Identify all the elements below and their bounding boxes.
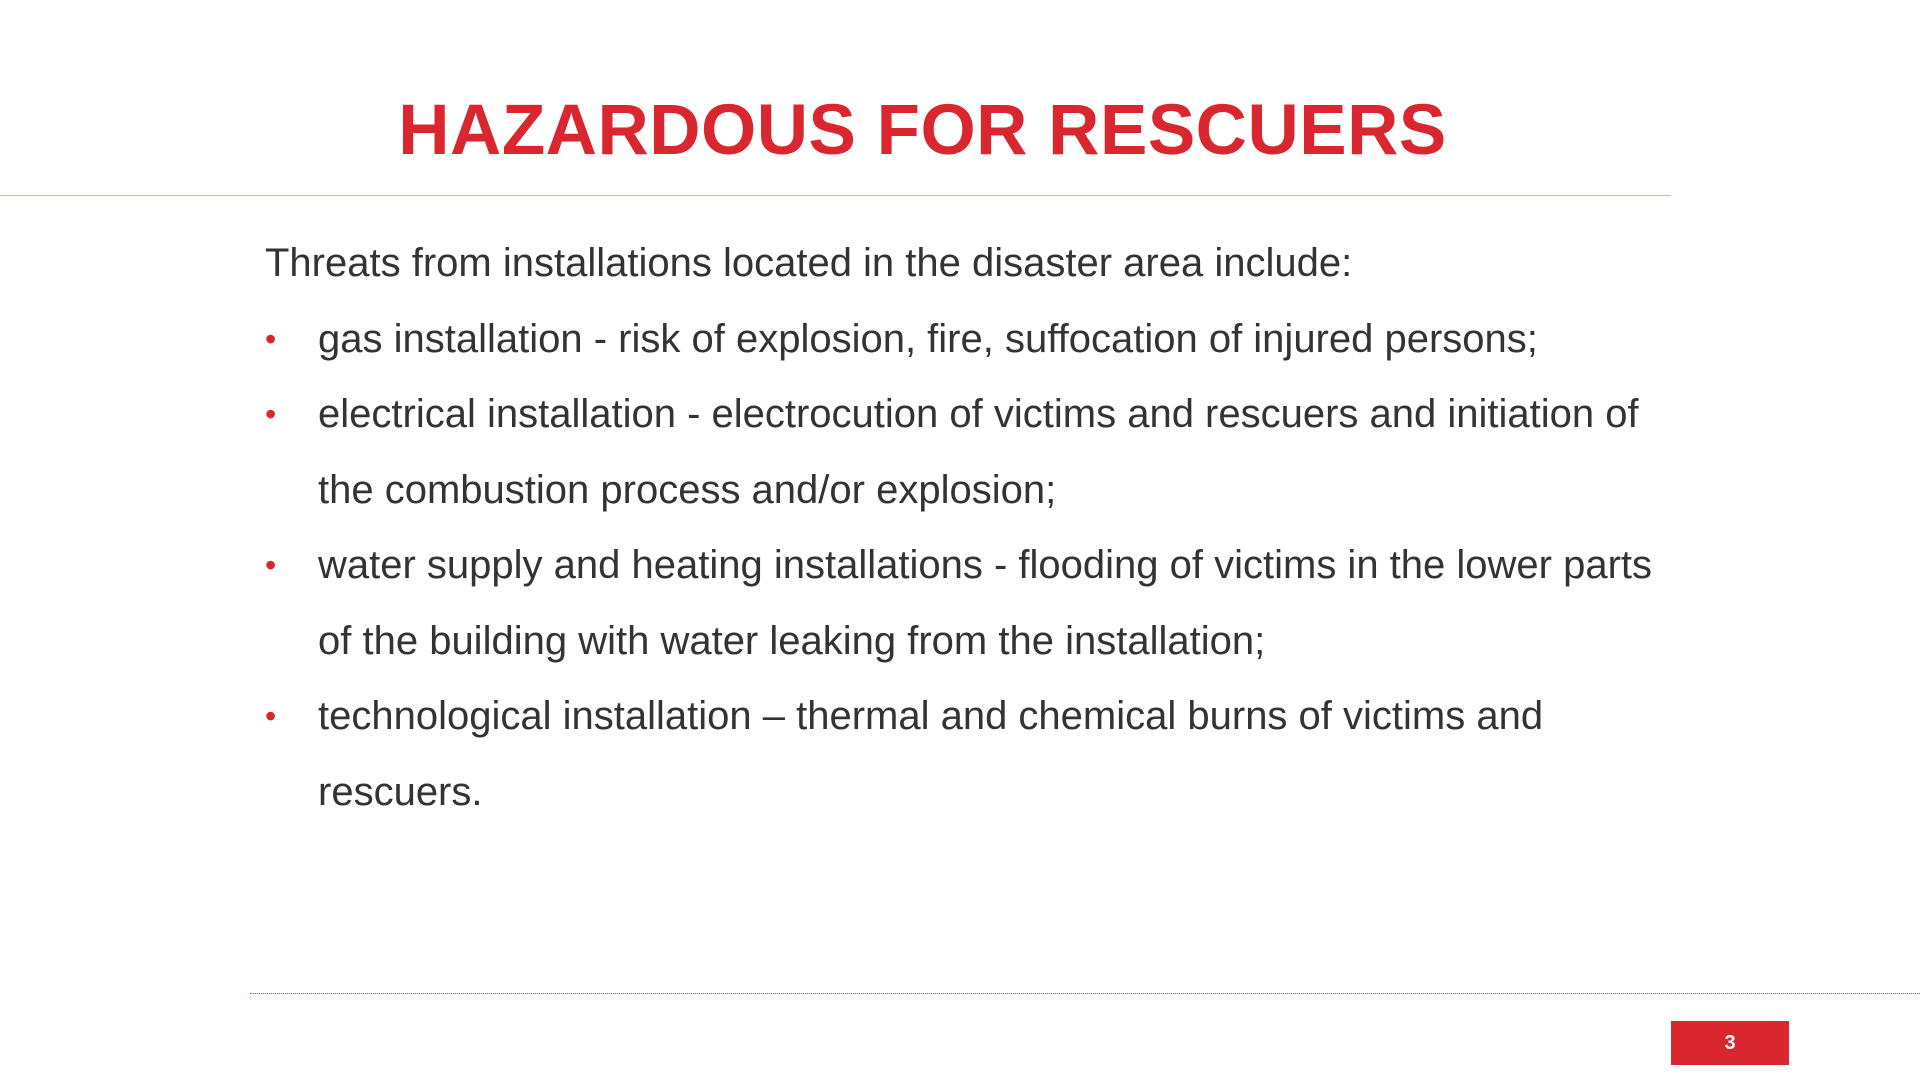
title-divider [0, 195, 1671, 196]
page-number-badge: 3 [1671, 1021, 1789, 1065]
bullet-item-gas [265, 302, 1665, 378]
bullet-text: electrical installation - electrocution of victims and rescuers and initiation of the combustion process and/or explosion; [318, 392, 1639, 512]
bullet-icon: • [265, 547, 277, 583]
bullet-list [265, 302, 1665, 831]
bullet-item-water-heating [265, 528, 1665, 679]
bullet-text: technological installation – thermal and chemical burns of victims and rescuers. [318, 694, 1544, 814]
bullet-item-electrical [265, 377, 1665, 528]
intro-text: Threats from installations located in the disaster area include: [265, 241, 1353, 285]
bullet-icon: • [265, 320, 277, 357]
bullet-item-technological [265, 679, 1665, 830]
bullet-icon: • [265, 698, 277, 734]
bullet-text: water supply and heating installations - flooding of victims in the lower parts of the building with water leaking from the installation; [318, 543, 1653, 663]
slide-body [265, 226, 1665, 830]
bullet-text: gas installation - risk of explosion, fire, suffocation of injured persons; [318, 316, 1538, 361]
footer-divider [250, 993, 1920, 994]
slide-title: HAZARDOUS FOR RESCUERS [398, 91, 1447, 170]
bullet-icon: • [265, 396, 277, 432]
